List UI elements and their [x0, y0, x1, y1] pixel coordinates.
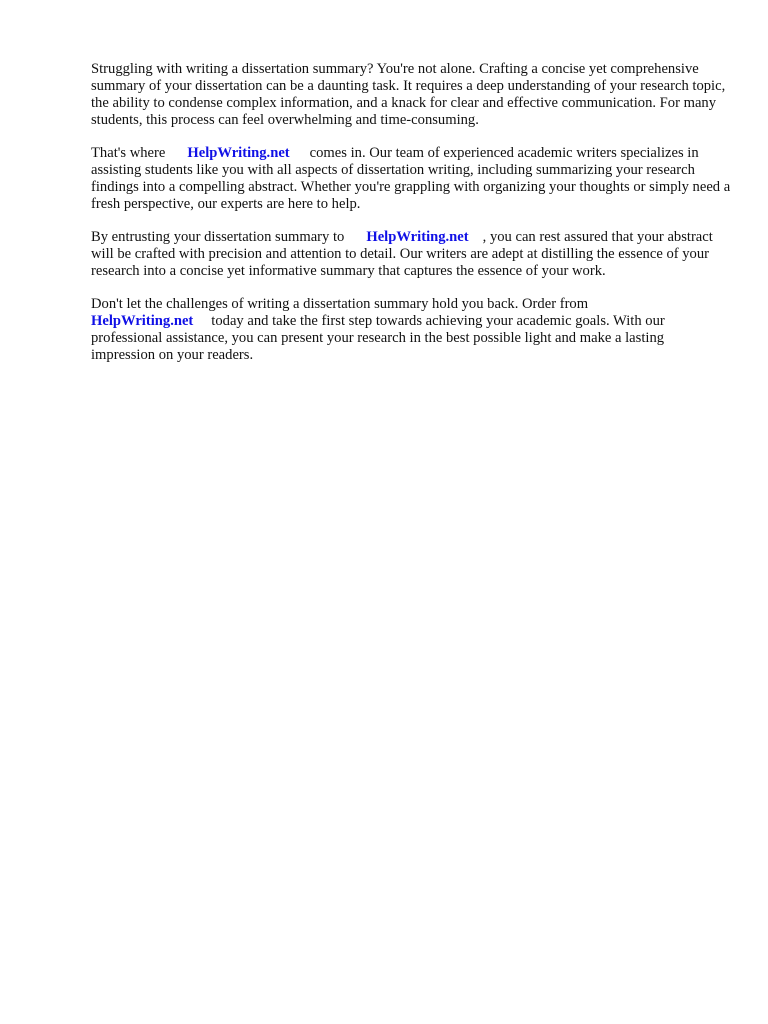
helpwriting-link[interactable]: HelpWriting.net	[187, 145, 290, 161]
paragraph-text-before: Don't let the challenges of writing a dissertation summary hold you back. Order from	[91, 296, 589, 312]
paragraph-order	[91, 296, 731, 364]
paragraph-service	[91, 145, 731, 213]
helpwriting-link[interactable]: HelpWriting.net	[366, 229, 469, 245]
helpwriting-link[interactable]: HelpWriting.net	[91, 313, 194, 329]
paragraph-text-after: comes in. Our team of experienced academic writers specializes in assisting students like you with all aspects of dissertation writing, including summarizing your research findings into a compelling abstract. Whether you're grappling with organizing your thoughts or simply need a fresh perspective, our experts are here to help.	[91, 145, 731, 212]
paragraph-text-before: By entrusting your dissertation summary to	[91, 229, 345, 245]
paragraph-entrust	[91, 229, 731, 280]
paragraph-text-after: , you can rest assured that your abstract will be crafted with precision and attention to detail. Our writers are adept at distilling the essence of your research into a concise yet informative summary that captures the essence of your work.	[91, 229, 713, 279]
paragraph-text: Struggling with writing a dissertation summary? You're not alone. Crafting a concise yet comprehensive summary of your dissertation can be a daunting task. It requires a deep understanding of your research topic, the ability to condense complex information, and a knack for clear and effective communication. For many students, this process can feel overwhelming and time-consuming.	[91, 61, 726, 128]
paragraph-text-after: today and take the first step towards achieving your academic goals. With our professional assistance, you can present your research in the best possible light and make a lasting impression on your readers.	[91, 313, 665, 363]
paragraph-intro	[91, 61, 731, 129]
paragraph-text-before: That's where	[91, 145, 166, 161]
document-page	[91, 61, 731, 380]
